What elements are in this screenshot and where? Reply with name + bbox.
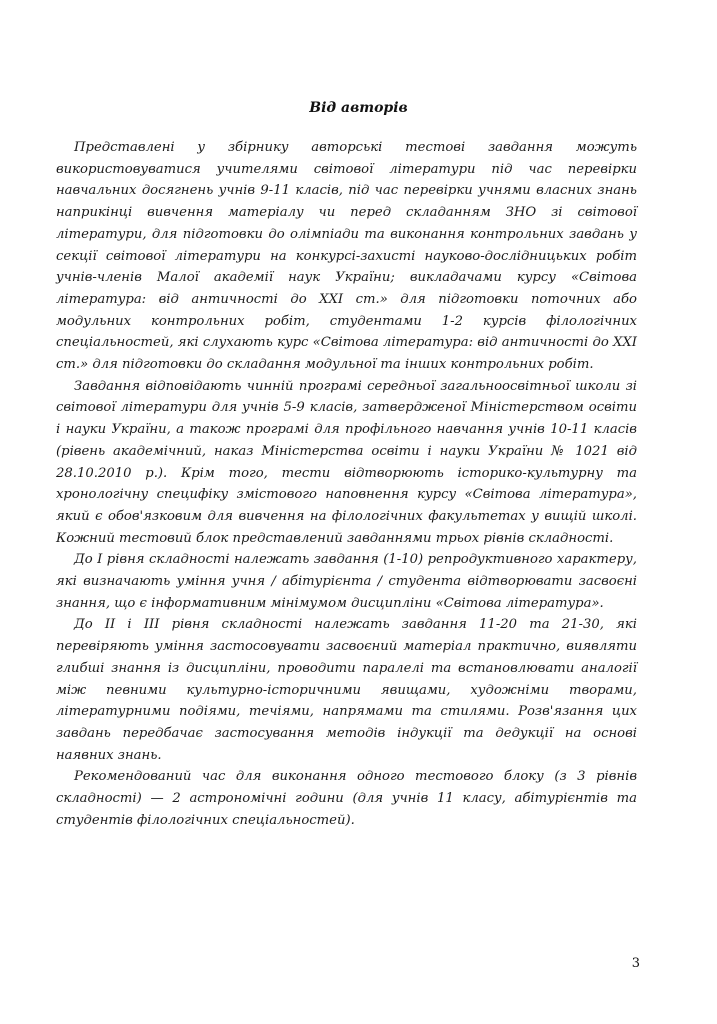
section-heading: Від авторів: [309, 100, 408, 116]
paragraph-purpose: Представлені у збірнику авторські тестові завдання можуть використовуватися учителями світової літератури під час перевірки навчальних досягнень учнів 9-11 класів, під час перевірки учнями власних знань наприкінці вивчення матеріалу чи перед складанням ЗНО зі світової літератури, для підготовки до олімпіади та виконання контрольних завдань у секції світової літератури на конкурсі-захисті науково-дослідницьких робіт учнів-членів Малої академії наук України; викладачами курсу «Світова література: від античності до XXI ст.» для підготовки поточних або модульних контрольних робіт, студентами 1-2 курсів філологічних спеціальностей, які слухають курс «Світова література: від античності до XXI ст.» для підготовки до складання модульної та інших контрольних робіт.: [56, 140, 637, 373]
paragraph-level-one: До I рівня складності належать завдання (1-10) репродуктивного характеру, які визначають уміння учня / абітурієнта / студента відтворювати засвоєні знання, що є інформативним мінімумом дисципліни «Світова література».: [56, 552, 637, 611]
paragraph-recommended-time: Рекомендований час для виконання одного тестового блоку (з 3 рівнів складності) — 2 астрономічні години (для учнів 11 класу, абітурієнтів та студентів філологічних спеціальностей).: [56, 769, 637, 828]
body-text: [56, 137, 637, 832]
paragraph-levels-two-three: До II і III рівня складності належать завдання 11-20 та 21-30, які перевіряють уміння застосовувати засвоєний матеріал практично, виявляти глибші знання із дисципліни, проводити паралелі та встановлювати аналогії між певними культурно-історичними явищами, художніми творами, літературними подіями, течіями, напрямами та стилями. Розв'язання цих завдань передбачає застосування методів індукції та дедукції на основі наявних знань.: [56, 617, 637, 763]
paragraph-curriculum: Завдання відповідають чинній програмі середньої загальноосвітньої школи зі світової літератури для учнів 5-9 класів, затвердженої Міністерством освіти і науки України, а також програмі для профільного навчання учнів 10-11 класів (рівень академічний, наказ Міністерства освіти і науки України № 1021 від 28.10.2010 р.). Крім того, тести відтворюють історико-культурну та хронологічну специфіку змістового наповнення курсу «Світова література», який є обов'язковим для вивчення на філологічних факультетах у вищій школі. Кожний тестовий блок представлений завданнями трьох рівнів складності.: [56, 378, 637, 546]
page-number: 3: [631, 956, 640, 971]
